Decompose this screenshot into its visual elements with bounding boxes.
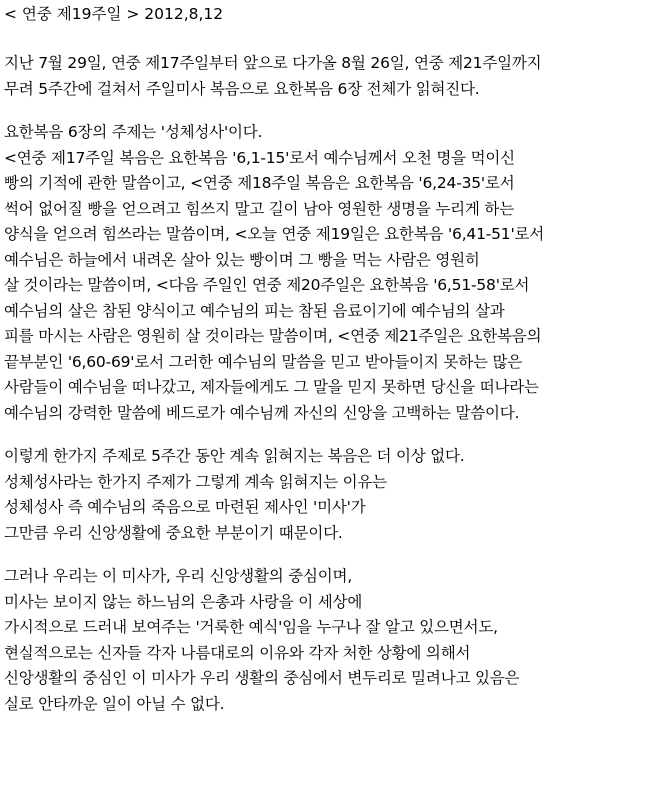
text-line: 빵의 기적에 관한 말씀이고, <연중 제18주일 복음은 요한복음 '6,24-35'로서 (4, 174, 515, 192)
text-line: 현실적으로는 신자들 각자 나름대로의 이유와 각자 처한 상황에 의해서 (4, 643, 471, 662)
text-line: 가시적으로 드러내 보여주는 '거룩한 예식'임을 누구나 잘 알고 있으면서도, (4, 618, 498, 636)
text-line: 살 것이라는 말씀이며, <다음 주일인 연중 제20주일은 요한복음 '6,51-58'로서 (4, 276, 530, 294)
text-line: 끝부분인 '6,60-69'로서 그러한 예수님의 말씀을 믿고 받아들이지 못하는 많은 (4, 352, 523, 371)
text-line: 예수님의 살은 참된 양식이고 예수님의 피는 참된 음료이기에 예수님의 살과 (4, 301, 505, 320)
text-line: 양식을 얻으려 힘쓰라는 말씀이며, <오늘 연중 제19일은 요한복음 '6,41-51'로서 (4, 225, 545, 243)
text-line: 요한복음 6장의 주제는 '성체성사'이다. (4, 123, 263, 141)
paragraph-eucharist-reason (4, 444, 668, 546)
text-line: 예수님은 하늘에서 내려온 살아 있는 빵이며 그 빵을 먹는 사람은 영원히 (4, 250, 480, 269)
text-line: 그만큼 우리 신앙생활에 중요한 부분이기 때문이다. (4, 523, 343, 542)
text-line: 신앙생활의 중심인 이 미사가 우리 생활의 중심에서 변두리로 밀려나고 있음은 (4, 669, 520, 687)
text-line: 지난 7월 29일, 연중 제17주일부터 앞으로 다가올 8월 26일, 연중 제21주일까지 (4, 54, 542, 72)
document (4, 4, 668, 735)
paragraph-conclusion (4, 564, 668, 717)
text-line: 예수님의 강력한 말씀에 베드로가 예수님께 자신의 신앙을 고백하는 말씀이다. (4, 403, 520, 422)
text-line: 실로 안타까운 일이 아닐 수 없다. (4, 694, 225, 713)
text-line: 성체성사라는 한가지 주제가 그렇게 계속 읽혀지는 이유는 (4, 472, 387, 491)
text-line: 사람들이 예수님을 떠나갔고, 제자들에게도 그 말을 믿지 못하면 당신을 떠나라는 (4, 378, 539, 396)
page-title: < 연중 제19주일 > 2012,8,12 (4, 5, 224, 23)
text-line: 무려 5주간에 걸쳐서 주일미사 복음으로 요한복음 6장 전체가 읽혀진다. (4, 79, 480, 98)
text-line: 썩어 없어질 빵을 얻으려고 힘쓰지 말고 길이 남아 영원한 생명을 누리게 하는 (4, 199, 514, 218)
paragraph-gospel-summary (4, 120, 668, 426)
text-line: <연중 제17주일 복음은 요한복음 '6,1-15'로서 예수님께서 오천 명을 먹이신 (4, 148, 515, 167)
text-line: 그러나 우리는 이 미사가, 우리 신앙생활의 중심이며, (4, 567, 353, 585)
paragraph-intro (4, 51, 668, 102)
text-line: 성체성사 즉 예수님의 죽음으로 마련된 제사인 '미사'가 (4, 498, 366, 516)
text-line: 미사는 보이지 않는 하느님의 은총과 사랑을 이 세상에 (4, 592, 363, 611)
text-line: 이렇게 한가지 주제로 5주간 동안 계속 읽혀지는 복음은 더 이상 없다. (4, 447, 465, 465)
text-line: 피를 마시는 사람은 영원히 살 것이라는 말씀이며, <연중 제21주일은 요한복음의 (4, 327, 542, 345)
